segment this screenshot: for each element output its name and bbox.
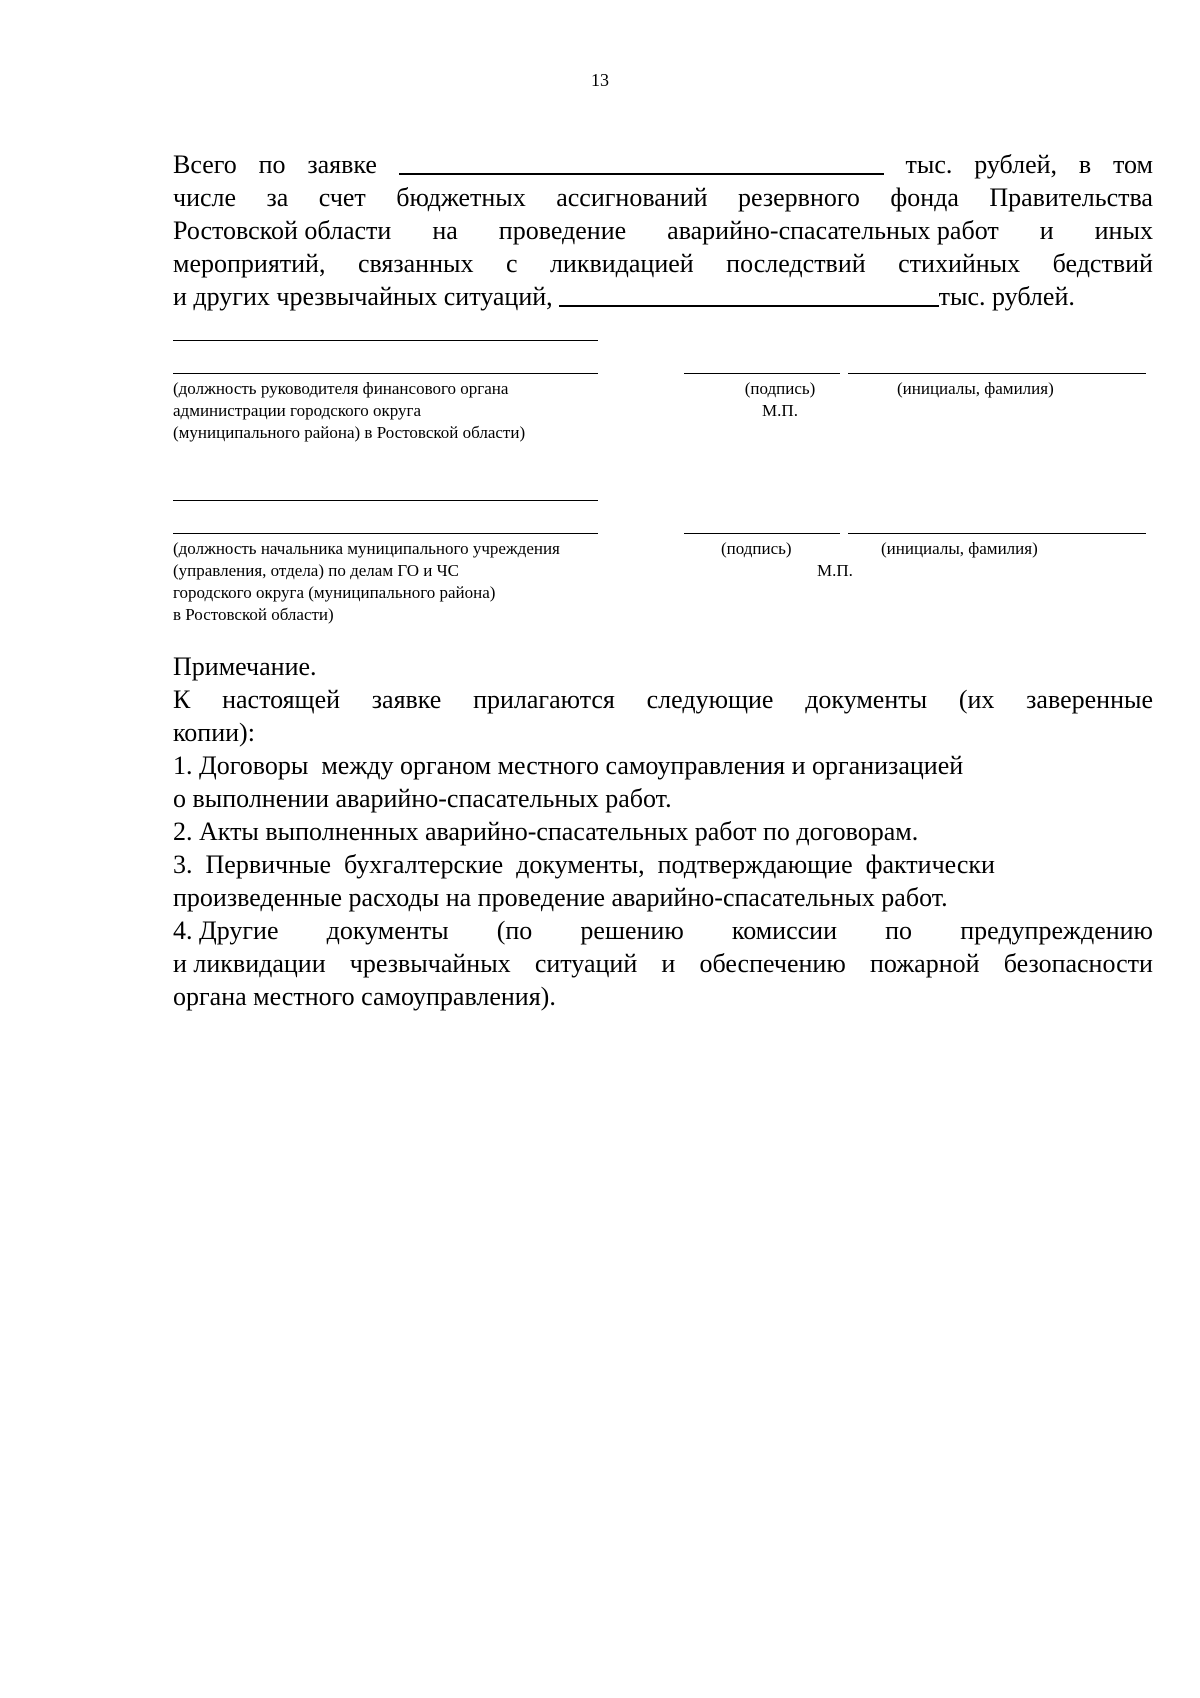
totals-line-2: числе за счет бюджетных ассигнований резервного фонда Правительства [173,183,1153,212]
notes-item-2-line-1: 2. Акты выполненных аварийно-спасательных работ по договорам. [173,817,919,846]
notes-item-3-line-2: произведенные расходы на проведение аварийно-спасательных работ. [173,883,948,912]
position-line-1b[interactable] [173,373,598,374]
signature-caption-1: (подпись) М.П. [700,378,860,422]
position-caption-1: (должность руководителя финансового органа администрации городского округа (муниципального района) в Ростовской области) [173,379,526,442]
notes-item-1-line-2: о выполнении аварийно-спасательных работ. [173,784,672,813]
name-caption-2: (инициалы, фамилия) [881,539,1038,558]
signature-line-1[interactable] [684,373,840,374]
name-caption-1: (инициалы, фамилия) [897,379,1054,398]
reserve-fund-amount-blank[interactable] [559,281,939,307]
notes-item-1-line-1: 1. Договоры между органом местного самоуправления и организацией [173,751,964,780]
position-line-2a[interactable] [173,500,598,501]
stamp-label-2: М.П. [817,561,853,580]
stamp-label-1: М.П. [762,401,798,420]
totals-paragraph [173,148,1153,313]
notes-item-4-line-2: и ликвидации чрезвычайных ситуаций и обеспечению пожарной безопасности [173,949,1153,978]
name-line-2[interactable] [848,533,1146,534]
signature-line-2[interactable] [684,533,840,534]
position-caption-2: (должность начальника муниципального учреждения (управления, отдела) по делам ГО и ЧС городского округа (муниципального района) в Ростовской области) [173,539,560,624]
total-amount-blank[interactable] [399,149,884,175]
name-line-1[interactable] [848,373,1146,374]
totals-line-4: мероприятий, связанных с ликвидацией последствий стихийных бедствий [173,249,1153,278]
notes-intro-line-1: К настоящей заявке прилагаются следующие документы (их заверенные [173,685,1153,714]
notes-intro-line-2: копии): [173,718,255,747]
notes-item-3-line-1: 3. Первичные бухгалтерские документы, подтверждающие фактически [173,850,995,879]
notes-heading: Примечание. [173,652,317,681]
page-number: 13 [591,70,609,90]
notes-item-4-line-3: органа местного самоуправления). [173,982,556,1011]
notes-section [173,650,1153,1013]
position-line-1a[interactable] [173,340,598,341]
notes-item-4-line-1: 4. Другие документы (по решению комиссии по предупреждению [173,916,1153,945]
totals-line-1: Всего по заявке тыс. рублей, в том [173,150,1153,179]
totals-line-3: Ростовской области на проведение аварийно-спасательных работ и иных [173,216,1153,245]
signature-caption-2: (подпись) [721,539,792,558]
totals-line-5: и других чрезвычайных ситуаций, тыс. рублей. [173,282,1075,311]
position-line-2b[interactable] [173,533,598,534]
